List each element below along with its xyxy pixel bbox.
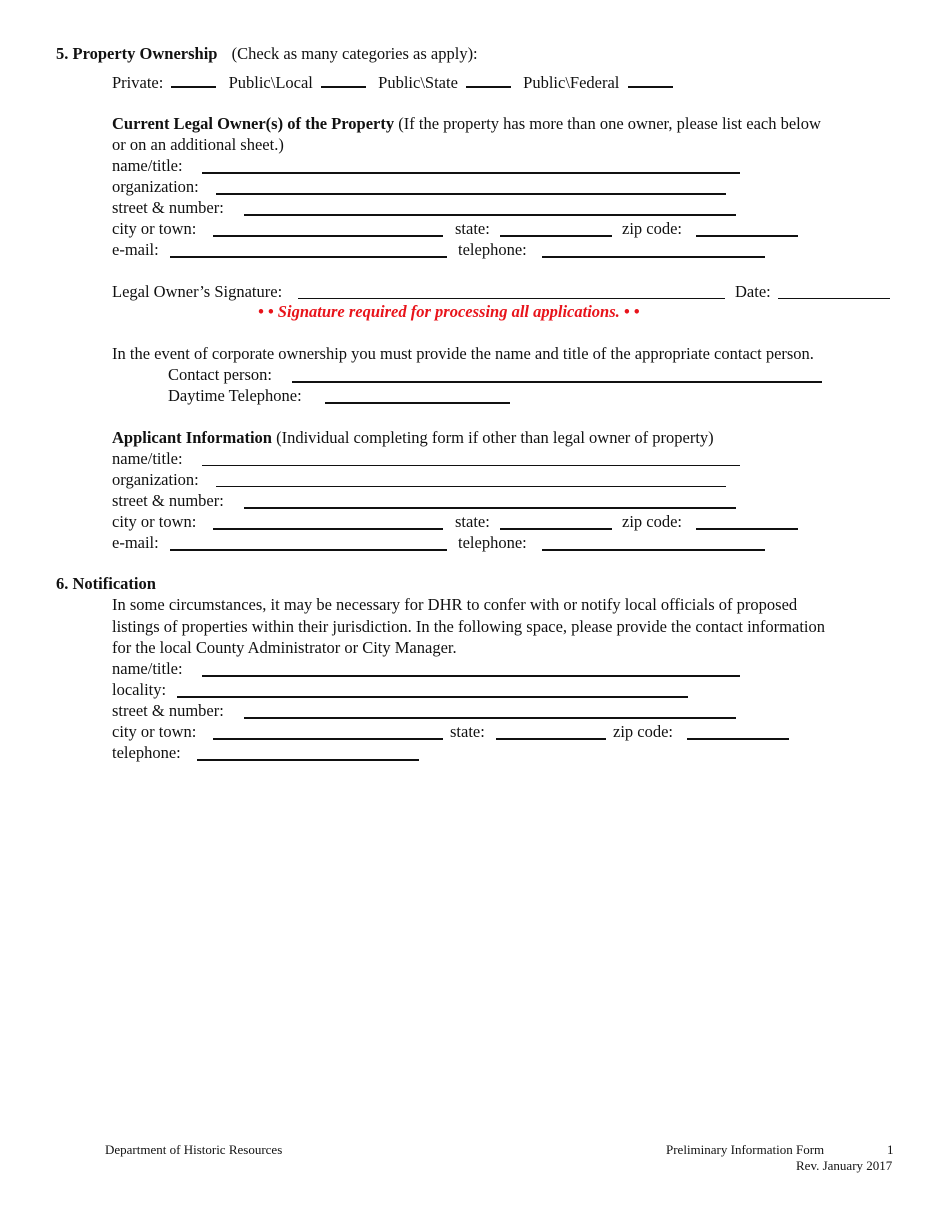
section-5-heading-row: [56, 44, 478, 64]
category-private-label: Private:: [112, 73, 164, 92]
official-state-field[interactable]: [496, 724, 606, 740]
applicant-org-label: organization:: [112, 470, 199, 489]
owner-note-line2: or on an additional sheet.): [112, 135, 284, 154]
category-public-state-label: Public\State: [378, 73, 458, 92]
official-name-field[interactable]: [202, 661, 740, 677]
applicant-phone-field[interactable]: [542, 535, 765, 551]
owner-note-line1: (If the property has more than one owner, please list each below: [398, 114, 821, 133]
owner-zip-field[interactable]: [696, 221, 798, 237]
section-6-para-line1: In some circumstances, it may be necessary for DHR to confer with or notify local officials of proposed: [112, 595, 798, 614]
owner-street-field[interactable]: [244, 200, 736, 216]
owner-heading: Current Legal Owner(s) of the Property: [112, 114, 395, 133]
applicant-state-label: state:: [455, 512, 490, 531]
footer-revision: Rev. January 2017: [796, 1158, 893, 1173]
applicant-heading-row: [112, 428, 714, 448]
official-locality-label: locality:: [112, 680, 167, 699]
applicant-email-field[interactable]: [170, 535, 447, 551]
footer-page-number: 1: [887, 1142, 894, 1157]
owner-org-row: [112, 177, 199, 197]
applicant-note: (Individual completing form if other than legal owner of property): [276, 428, 714, 447]
applicant-city-field[interactable]: [213, 514, 443, 530]
applicant-city-label: city or town:: [112, 512, 197, 531]
corporate-text: In the event of corporate ownership you must provide the name and title of the appropriate contact person.: [112, 344, 814, 363]
owner-zip-label: zip code:: [622, 219, 683, 238]
owner-name-label: name/title:: [112, 156, 183, 175]
category-public-state-field[interactable]: [466, 72, 511, 88]
official-phone-field[interactable]: [197, 745, 419, 761]
category-private-field[interactable]: [171, 72, 216, 88]
official-street-field[interactable]: [244, 703, 736, 719]
owner-name-row: [112, 156, 183, 176]
owner-email-field[interactable]: [170, 242, 447, 258]
owner-email-label: e-mail:: [112, 240, 159, 259]
applicant-state-field[interactable]: [500, 514, 612, 530]
section-6-heading: 6. Notification: [56, 574, 156, 593]
official-street-label: street & number:: [112, 701, 224, 720]
official-name-label: name/title:: [112, 659, 183, 678]
applicant-street-label: street & number:: [112, 491, 224, 510]
official-city-field[interactable]: [213, 724, 443, 740]
applicant-street-field[interactable]: [244, 493, 736, 509]
owner-city-field[interactable]: [213, 221, 443, 237]
category-public-federal-field[interactable]: [628, 72, 673, 88]
official-state-label: state:: [450, 722, 485, 741]
owner-phone-label: telephone:: [458, 240, 527, 259]
contact-person-label: Contact person:: [168, 365, 273, 384]
signature-date-field[interactable]: [778, 284, 890, 299]
contact-person-field[interactable]: [292, 367, 822, 383]
owner-city-label: city or town:: [112, 219, 197, 238]
applicant-name-label: name/title:: [112, 449, 183, 468]
daytime-telephone-label: Daytime Telephone:: [168, 386, 302, 405]
footer-department: Department of Historic Resources: [105, 1142, 283, 1157]
section-6-para-line2: listings of properties within their jurisdiction. In the following space, please provide the contact information: [112, 617, 825, 636]
ownership-categories: [112, 72, 673, 93]
owner-name-field[interactable]: [202, 158, 740, 174]
official-zip-label: zip code:: [613, 722, 674, 741]
owner-org-field[interactable]: [216, 179, 726, 195]
footer-form-name: Preliminary Information Form: [666, 1142, 825, 1157]
official-phone-label: telephone:: [112, 743, 181, 762]
applicant-phone-label: telephone:: [458, 533, 527, 552]
owner-street-label: street & number:: [112, 198, 224, 217]
signature-field[interactable]: [298, 284, 725, 299]
applicant-email-label: e-mail:: [112, 533, 159, 552]
daytime-telephone-field[interactable]: [325, 388, 510, 404]
owner-state-label: state:: [455, 219, 490, 238]
signature-required-note: • • Signature required for processing all applications. • •: [258, 302, 640, 321]
section-5-heading: 5. Property Ownership: [56, 44, 218, 63]
section-6-para-line3: for the local County Administrator or City Manager.: [112, 638, 457, 657]
category-public-local-field[interactable]: [321, 72, 366, 88]
signature-label: Legal Owner’s Signature:: [112, 282, 283, 301]
official-city-label: city or town:: [112, 722, 197, 741]
owner-phone-field[interactable]: [542, 242, 765, 258]
owner-state-field[interactable]: [500, 221, 612, 237]
owner-org-label: organization:: [112, 177, 199, 196]
category-public-local-label: Public\Local: [228, 73, 313, 92]
applicant-zip-field[interactable]: [696, 514, 798, 530]
official-zip-field[interactable]: [687, 724, 789, 740]
official-locality-field[interactable]: [177, 682, 688, 698]
owner-street-row: [112, 198, 224, 218]
applicant-org-field[interactable]: [216, 472, 726, 487]
signature-date-label: Date:: [735, 282, 771, 301]
section-5-instruction: (Check as many categories as apply):: [231, 44, 478, 63]
owner-heading-row: [112, 114, 821, 134]
applicant-zip-label: zip code:: [622, 512, 683, 531]
category-public-federal-label: Public\Federal: [523, 73, 620, 92]
applicant-heading: Applicant Information: [112, 428, 272, 447]
applicant-name-field[interactable]: [202, 451, 740, 466]
